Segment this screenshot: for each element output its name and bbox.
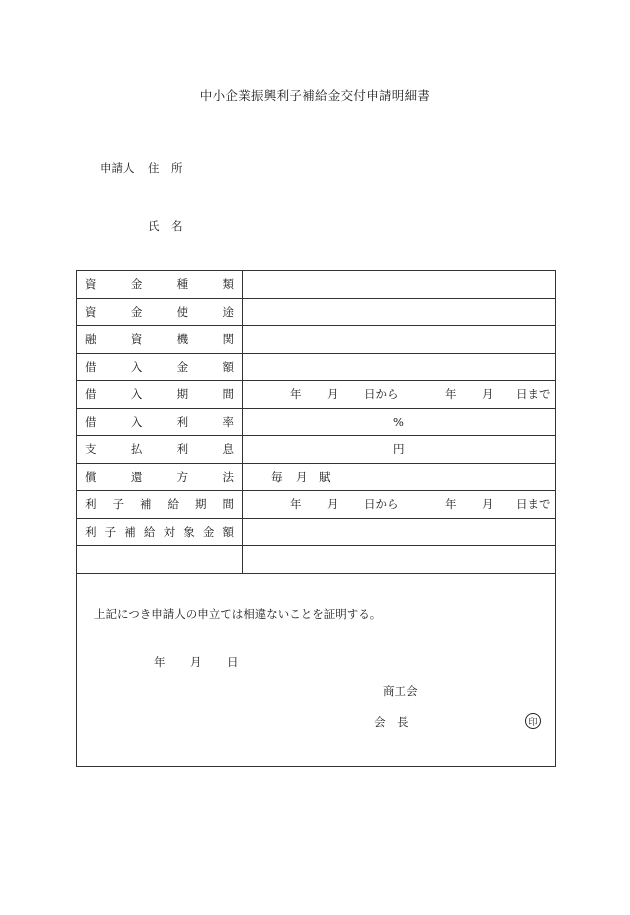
table-row-interest-paid xyxy=(77,436,555,464)
document-title: 中小企業振興利子補給金交付申請明細書 xyxy=(199,88,431,103)
period-from: 日から xyxy=(364,387,399,402)
period-year: 年 xyxy=(290,387,302,402)
cert-date-year: 年 xyxy=(154,655,166,669)
row-label: 支 払 利 息 xyxy=(77,436,243,463)
period-month: 月 xyxy=(327,497,339,512)
lender-field[interactable] xyxy=(243,326,555,353)
period-month: 月 xyxy=(327,387,339,402)
period-year: 年 xyxy=(290,497,302,512)
table-row-fund-type xyxy=(77,271,555,299)
repayment-every: 毎 xyxy=(271,469,283,484)
period-until: 日まで xyxy=(516,497,551,512)
table-row-subsidy-amount xyxy=(77,519,555,547)
chamber-of-commerce: 商工会 xyxy=(383,684,418,698)
table-row-subsidy-period xyxy=(77,491,555,519)
address-label-1: 住 xyxy=(148,161,160,175)
table-row-blank xyxy=(77,546,555,574)
name-label-1: 氏 xyxy=(148,219,160,233)
table-row-loan-period xyxy=(77,381,555,409)
details-table xyxy=(76,270,556,767)
period-from: 日から xyxy=(364,497,399,512)
row-label: 借 入 金 額 xyxy=(77,354,243,381)
seal-mark xyxy=(525,713,541,729)
chair-label-1: 会 xyxy=(374,715,386,729)
chair-label-2: 長 xyxy=(397,715,409,729)
period-until: 日まで xyxy=(516,387,551,402)
interest-rate-field[interactable] xyxy=(243,409,555,436)
yen-unit: 円 xyxy=(393,442,405,457)
table-row-interest-rate xyxy=(77,409,555,437)
repayment-installment: 賦 xyxy=(319,469,331,484)
row-label: 資 金 使 途 xyxy=(77,299,243,326)
fund-use-field[interactable] xyxy=(243,299,555,326)
row-label: 利 子 補 給 期 間 xyxy=(77,491,243,518)
interest-paid-field[interactable] xyxy=(243,436,555,463)
fund-type-field[interactable] xyxy=(243,271,555,298)
name-label-2: 名 xyxy=(171,219,183,233)
period-month-end: 月 xyxy=(482,497,494,512)
loan-amount-field[interactable] xyxy=(243,354,555,381)
subsidy-amount-field[interactable] xyxy=(243,519,555,546)
period-month-end: 月 xyxy=(482,387,494,402)
subsidy-period-field[interactable] xyxy=(243,491,555,518)
row-label: 資 金 種 類 xyxy=(77,271,243,298)
period-year-end: 年 xyxy=(445,497,457,512)
applicant-label: 申請人 xyxy=(100,161,135,175)
row-label: 利 子 補 給 対 象 金 額 xyxy=(77,519,243,546)
table-row-lender xyxy=(77,326,555,354)
percent-unit: % xyxy=(393,414,404,429)
table-row-fund-use xyxy=(77,299,555,327)
repayment-method-field[interactable] xyxy=(243,464,555,491)
row-label: 借 入 利 率 xyxy=(77,409,243,436)
row-label: 借 入 期 間 xyxy=(77,381,243,408)
blank-field[interactable] xyxy=(243,546,555,573)
row-label-blank[interactable] xyxy=(77,546,243,573)
loan-period-field[interactable] xyxy=(243,381,555,408)
cert-date-day: 日 xyxy=(227,655,239,669)
certification-statement: 上記につき申請人の申立ては相違ないことを証明する。 xyxy=(94,607,382,621)
period-year-end: 年 xyxy=(445,387,457,402)
cert-date-month: 月 xyxy=(190,655,202,669)
address-label-2: 所 xyxy=(171,161,183,175)
table-row-loan-amount xyxy=(77,354,555,382)
seal-icon: 印 xyxy=(525,713,541,729)
row-label: 償 還 方 法 xyxy=(77,464,243,491)
table-row-repayment-method xyxy=(77,464,555,492)
row-label: 融 資 機 関 xyxy=(77,326,243,353)
repayment-month: 月 xyxy=(296,469,308,484)
